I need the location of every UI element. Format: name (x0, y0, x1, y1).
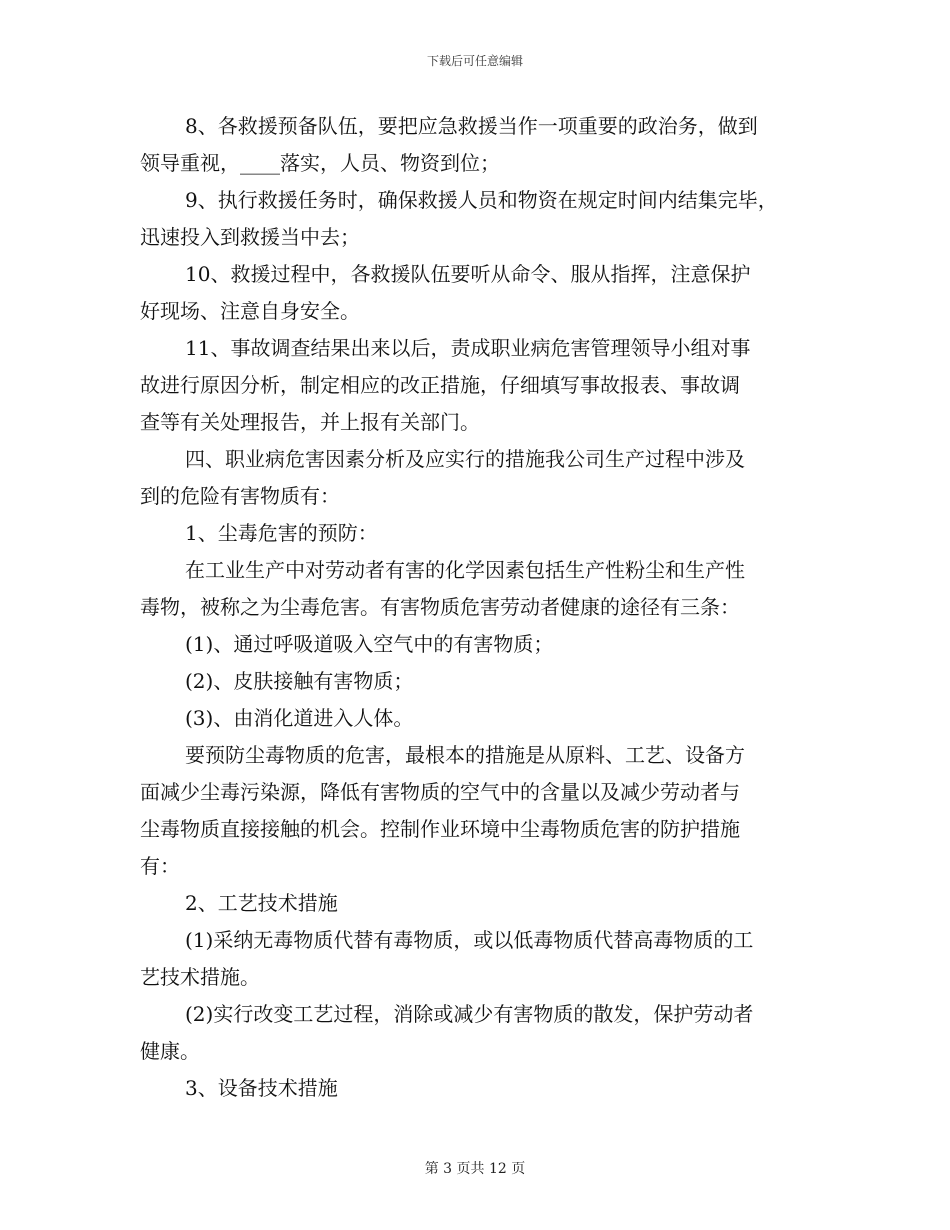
text-line: 9、执行救援任务时，确保救援人员和物资在规定时间内结集完毕， (185, 188, 778, 212)
text-line: 有： (140, 854, 180, 878)
text-line: 面减少尘毒污染源，降低有害物质的空气中的含量以及减少劳动者与 (140, 780, 740, 804)
text-line: 在工业生产中对劳动者有害的化学因素包括生产性粉尘和生产性 (185, 558, 745, 582)
page-header: 下载后可任意编辑 (426, 54, 523, 68)
text-line: 3、设备技术措施 (185, 1076, 338, 1100)
text-line: 健康。 (140, 1039, 200, 1063)
text-line: 查等有关处理报告，并上报有关部门。 (140, 410, 480, 434)
text-line: 2、工艺技术措施 (185, 891, 338, 915)
text-line: (1)、通过呼吸道吸入空气中的有害物质； (185, 632, 554, 656)
text-line: 四、职业病危害因素分析及应实行的措施我公司生产过程中涉及 (185, 447, 745, 471)
text-line: 毒物，被称之为尘毒危害。有害物质危害劳动者健康的途径有三条： (140, 595, 740, 619)
text-line: 1、尘毒危害的预防： (185, 521, 378, 545)
text-line: 11、事故调查结果出来以后，责成职业病危害管理领导小组对事 (185, 336, 751, 360)
text-line: 到的危险有害物质有： (140, 484, 340, 508)
text-line: (3)、由消化道进入人体。 (185, 706, 414, 730)
text-line: 10、救援过程中，各救援队伍要听从命令、服从指挥，注意保护 (185, 262, 751, 286)
page-footer: 第 3 页共 12 页 (424, 1161, 526, 1177)
text-line: 要预防尘毒物质的危害，最根本的措施是从原料、工艺、设备方 (185, 743, 745, 767)
text-line: 故进行原因分析，制定相应的改正措施，仔细填写事故报表、事故调 (140, 373, 740, 397)
text-line: 艺技术措施。 (140, 965, 260, 989)
text-line: 迅速投入到救援当中去； (140, 225, 360, 249)
text-line: 尘毒物质直接接触的机会。控制作业环境中尘毒物质危害的防护措施 (140, 817, 740, 841)
text-line: 领导重视，____落实，人员、物资到位； (140, 151, 500, 175)
text-line: (2)、皮肤接触有害物质； (185, 669, 414, 693)
text-line: 好现场、注意自身安全。 (140, 299, 360, 323)
text-line: 8、各救援预备队伍，要把应急救援当作一项重要的政治务，做到 (185, 114, 758, 138)
text-line: (1)采纳无毒物质代替有毒物质，或以低毒物质代替高毒物质的工 (185, 928, 754, 952)
text-line: (2)实行改变工艺过程，消除或减少有害物质的散发，保护劳动者 (185, 1002, 754, 1026)
